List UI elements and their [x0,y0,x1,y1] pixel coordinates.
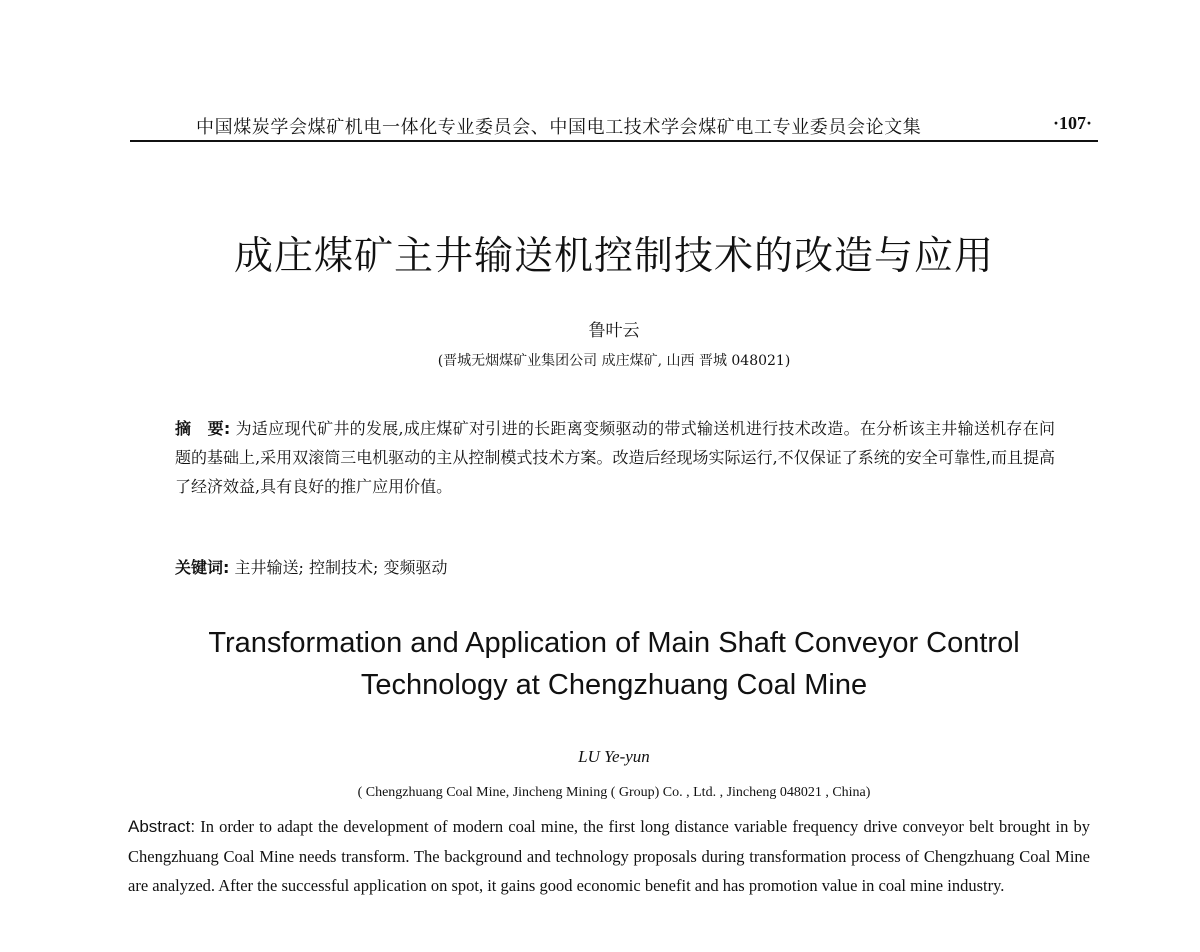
english-title-line-2: Technology at Chengzhuang Coal Mine [360,669,868,701]
running-header [130,110,1098,142]
english-title-line-1: Transformation and Application of Main Shaft Conveyor Control [208,627,1020,659]
chinese-abstract-text: 为适应现代矿井的发展,成庄煤矿对引进的长距离变频驱动的带式输送机进行技术改造。在分析该主井输送机存在问题的基础上,采用双滚筒三电机驱动的主从控制模式技术方案。改造后经现场实际运行,不仅保证了系统的安全可靠性,而且提高了经济效益,具有良好的推广应用价值。 [175,419,1055,496]
chinese-affiliation: (晋城无烟煤矿业集团公司 成庄煤矿, 山西 晋城 048021) [437,353,791,369]
page-number: ·107· [1052,113,1092,133]
english-abstract-text: In order to adapt the development of modern coal mine, the first long distance variable frequency drive conveyor belt brought in by Chengzhuang Coal Mine needs transform. The background and technology proposals during transformation process of Chengzhuang Coal Mine are analyzed. After the successful application on spot, it gains good economic benefit and has promotion value in coal mine industry. [128,817,1091,895]
english-abstract-label: Abstract: [128,817,196,836]
chinese-abstract-label: 摘 要: [175,419,231,438]
chinese-keywords-label: 关键词: [175,558,230,577]
english-title [0,622,1200,706]
english-author: LU Ye-yun [578,747,650,766]
english-affiliation: ( Chengzhuang Coal Mine, Jincheng Mining ( Group) Co. , Ltd. , Jincheng 048021 , China) [357,785,871,800]
chinese-keywords [175,555,1055,578]
journal-title: 中国煤炭学会煤矿机电一体化专业委员会、中国电工技术学会煤矿电工专业委员会论文集 [196,117,922,138]
chinese-author: 鲁叶云 [588,321,640,341]
chinese-abstract [175,414,1055,501]
chinese-title: 成庄煤矿主井输送机控制技术的改造与应用 [233,234,994,279]
english-abstract [128,812,1090,901]
chinese-keywords-text: 主井输送; 控制技术; 变频驱动 [234,558,448,577]
